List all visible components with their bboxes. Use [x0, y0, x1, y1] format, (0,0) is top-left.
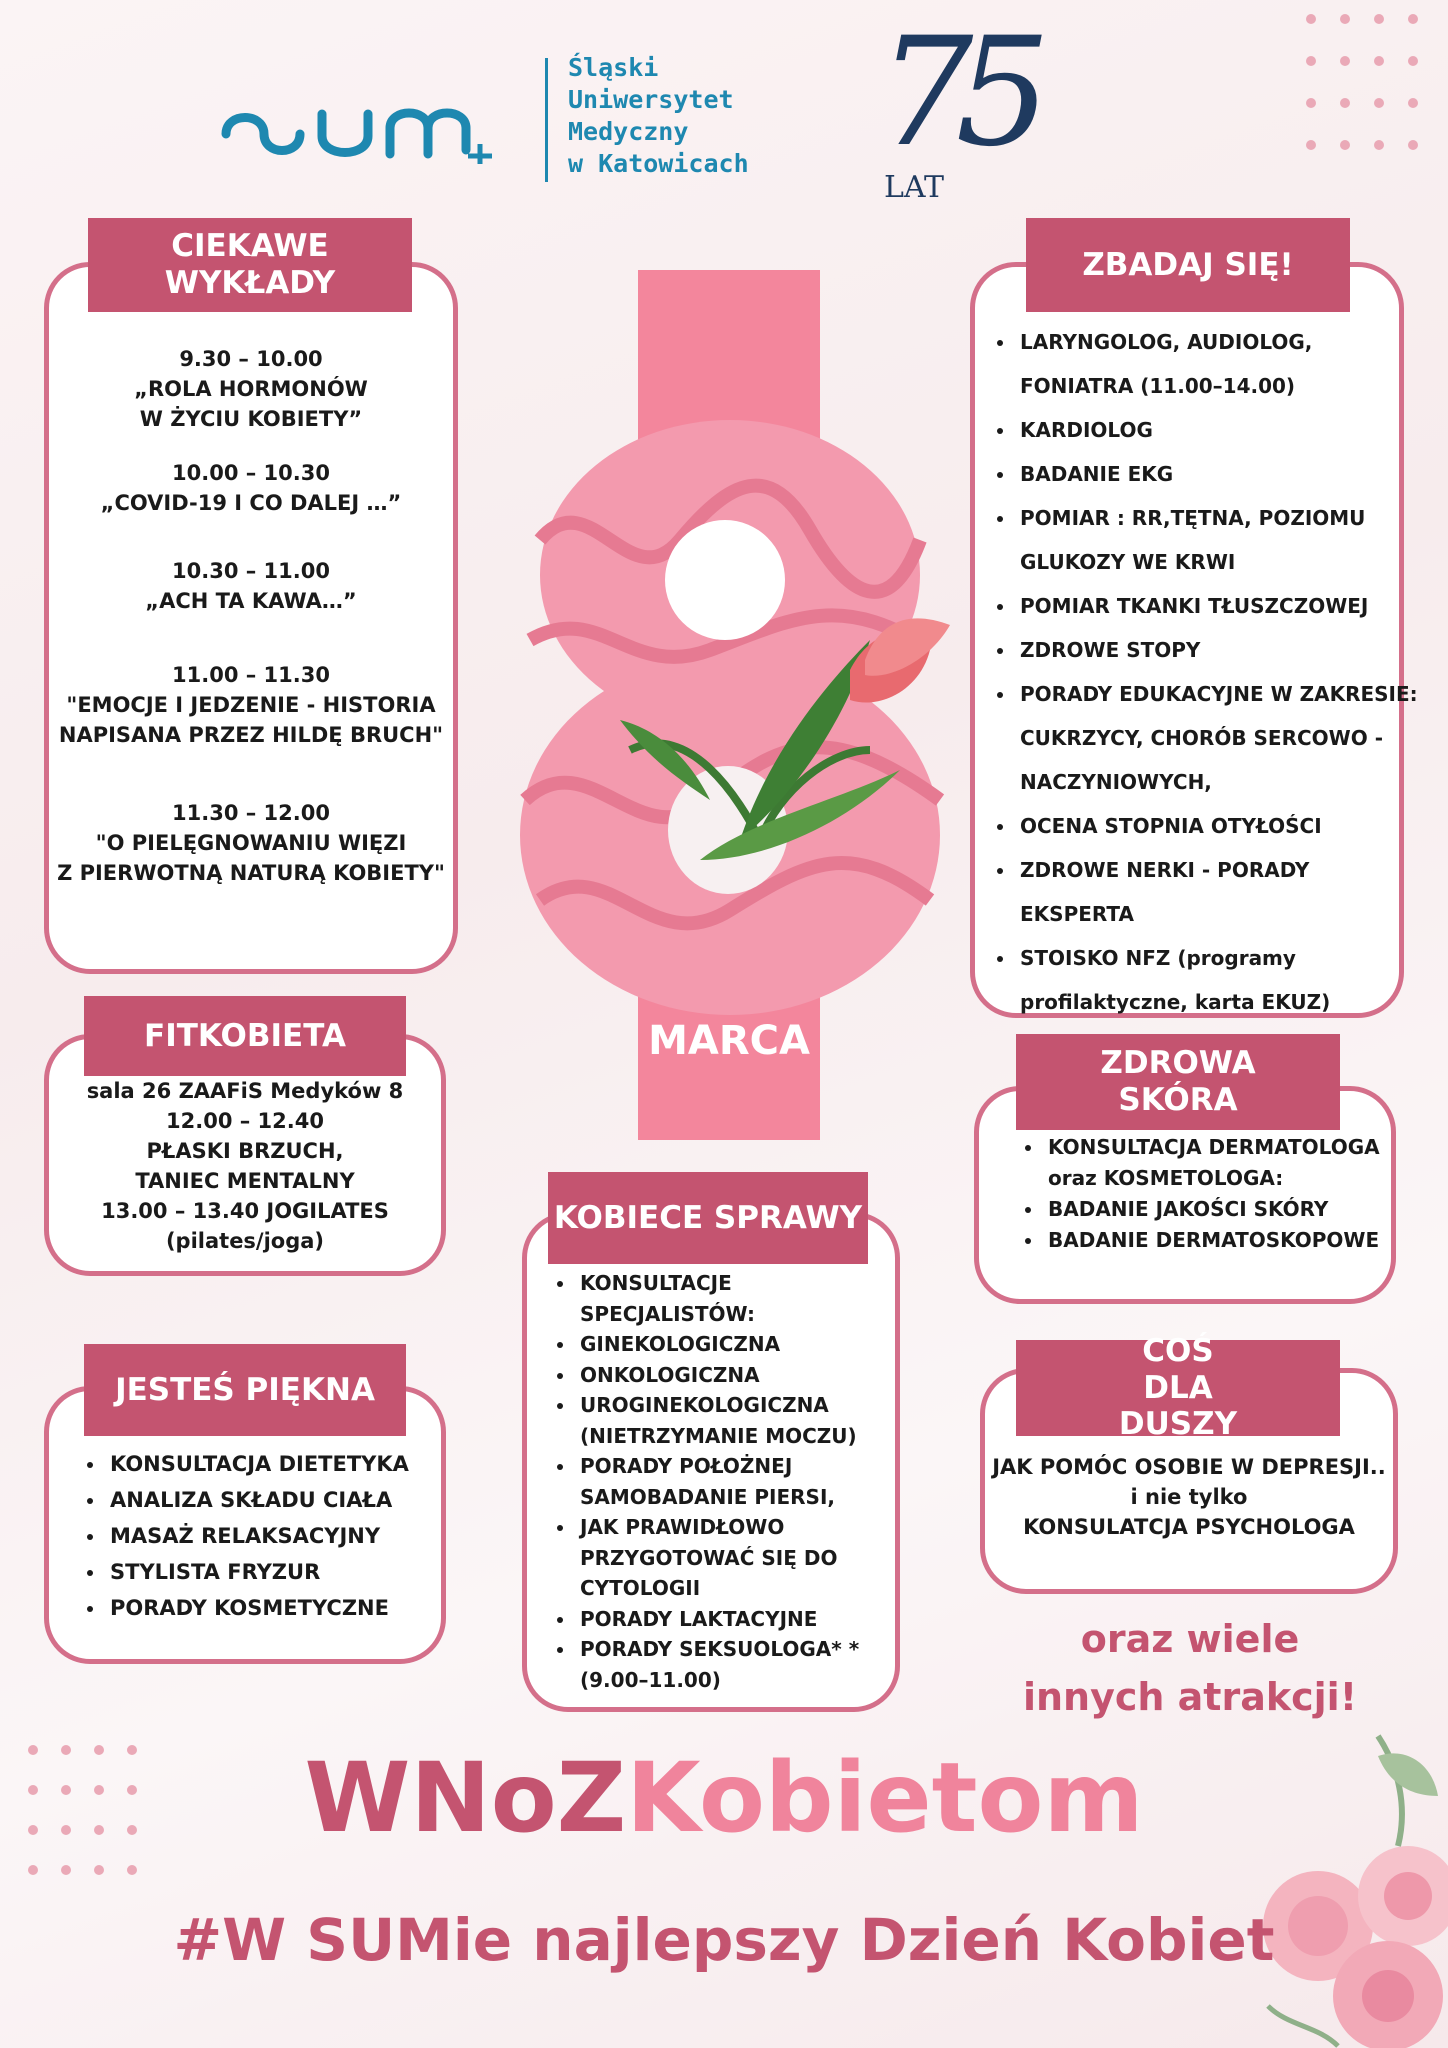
fitkobieta-details: sala 26 ZAAFiS Medyków 8 12.00 – 12.40 PŁASKI BRZUCH, TANIEC MENTALNY 13.00 – 13.40 JOGILATES (pilates/joga): [86, 1079, 404, 1253]
zdrowa-skora-list: • KONSULTACJA DERMATOLOGA oraz KOSMETOLOGA: • BADANIE JAKOŚCI SKÓRY • BADANIE DERMATOSKOPOWE: [1018, 1132, 1414, 1256]
sum-logo: [218, 84, 528, 164]
month-label: MARCA: [648, 1018, 810, 1064]
university-name: Śląski Uniwersytet Medyczny w Katowicach: [568, 53, 749, 178]
jestes-piekna-list: • KONSULTACJA DIETETYKA • ANALIZA SKŁADU CIAŁA • MASAŻ RELAKSACYJNY • STYLISTA FRYZUR • PORADY KOSMETYCZNE: [80, 1446, 466, 1626]
zbadaj-sie-list: • LARYNGOLOG, AUDIOLOG, FONIATRA (11.00–14.00) • KARDIOLOG • BADANIE EKG • POMIAR : RR,TĘTNA, POZIOMU GLUKOZY WE KRWI • POMIAR TKANKI TŁUSZCZOWEJ • ZDROWE STOPY • PORADY EDUKACYJNE W ZAKRESIE: CUKRZYCY, CHORÓB SERCOWO - NACZYNIOWYCH, • OCENA STOPNIA OTYŁOŚCI • ZDROWE NERKI - PORADY EKSPERTA • STOISKO NFZ (programy profilaktyczne, karta EKUZ): [990, 320, 1428, 1024]
jestes-piekna-title: JESTEŚ PIĘKNA: [84, 1344, 406, 1436]
fitkobieta-title: FITKOBIETA: [84, 996, 406, 1076]
anniversary-word: LAT: [884, 170, 944, 205]
cos-dla-duszy-details: JAK POMÓC OSOBIE W DEPRESJI.. i nie tylko KONSULATCJA PSYCHOLOGA: [992, 1455, 1386, 1539]
lecture-item: 10.00 – 10.30 „COVID-19 I CO DALEJ …”: [100, 461, 402, 515]
decorative-dots-top-right: [1306, 14, 1442, 150]
kobiece-sprawy-list: • KONSULTACJE SPECJALISTÓW: • GINEKOLOGICZNA • ONKOLOGICZNA • UROGINEKOLOGICZNA (NIETRZYMANIE MOCZU) • PORADY POŁOŻNEJ SAMOBADANIE PIERSI, • JAK PRAWIDŁOWO PRZYGOTOWAĆ SIĘ DO CYTOLOGII • PORADY LAKTACYJNE • PORADY SEKSUOLOGA* *(9.00–11.00): [550, 1268, 886, 1695]
kobiece-sprawy-title: KOBIECE SPRAWY: [548, 1172, 868, 1264]
lecture-item: 11.30 – 12.00 "O PIELĘGNOWANIU WIĘZI Z PIERWOTNĄ NATURĄ KOBIETY": [57, 801, 445, 885]
lecture-item: 9.30 – 10.00 „ROLA HORMONÓW W ŻYCIU KOBIETY”: [134, 347, 368, 431]
zbadaj-sie-title: ZBADAJ SIĘ!: [1026, 218, 1350, 312]
cos-dla-duszy-title: COŚ DLA DUSZY: [1016, 1340, 1340, 1436]
logo-divider: [545, 58, 548, 182]
lecture-item: 10.30 – 11.00 „ACH TA KAWA…”: [145, 559, 357, 613]
sum-logo-icon: [218, 84, 528, 164]
footer-slogan: #W SUMie najlepszy Dzień Kobiet: [173, 1906, 1275, 1974]
zdrowa-skora-title: ZDROWA SKÓRA: [1016, 1034, 1340, 1130]
lecture-item: 11.00 – 11.30 "EMOCJE I JEDZENIE - HISTORIA NAPISANA PRZEZ HILDĘ BRUCH": [58, 663, 444, 747]
lectures-list: [54, 344, 448, 888]
anniversary-number: 75: [878, 6, 1033, 180]
lectures-title: CIEKAWE WYKŁADY: [88, 218, 412, 312]
hashtag-title: WNoZKobietom: [304, 1742, 1144, 1854]
number-eight-graphic: [510, 420, 950, 1020]
more-attractions-text: oraz wiele innych atrakcji!: [1022, 1617, 1358, 1719]
